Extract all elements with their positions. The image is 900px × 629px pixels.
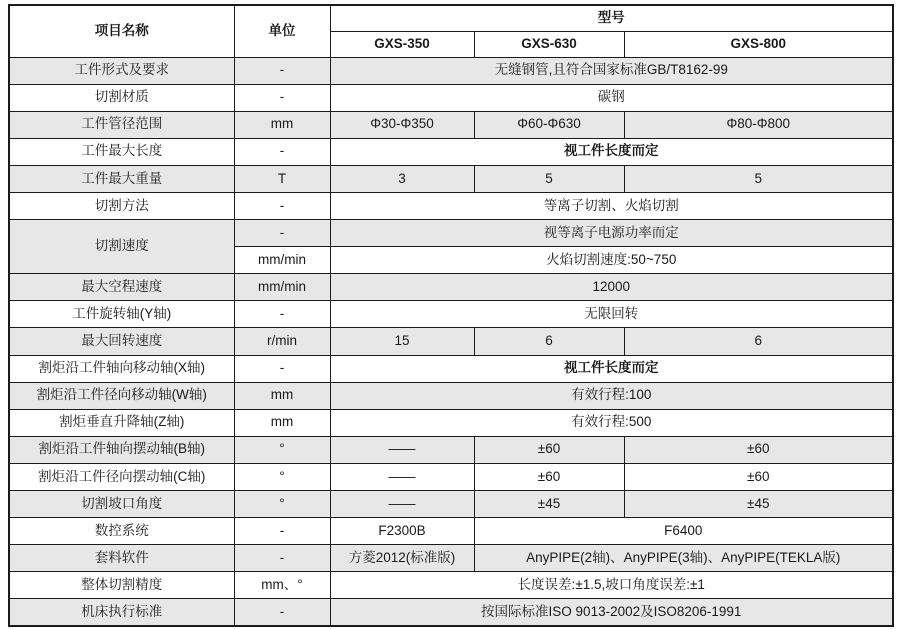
table-row bbox=[9, 220, 893, 247]
unit-cell: mm、° bbox=[234, 572, 330, 599]
table-row bbox=[9, 545, 893, 572]
value-cell: 火焰切割速度:50~750 bbox=[330, 247, 893, 274]
row-label: 套料软件 bbox=[9, 545, 234, 572]
table-row bbox=[9, 518, 893, 545]
unit-cell: mm bbox=[234, 409, 330, 436]
value-cell-merged: F6400 bbox=[474, 518, 893, 545]
value-cell-gxs-350: 15 bbox=[330, 328, 474, 355]
header-row-model bbox=[9, 5, 893, 31]
row-label: 割炬沿工件轴向移动轴(X轴) bbox=[9, 355, 234, 382]
header-model-gxs-800: GXS-800 bbox=[624, 31, 893, 57]
value-cell: 有效行程:100 bbox=[330, 382, 893, 409]
unit-cell: - bbox=[234, 301, 330, 328]
value-cell: 碳钢 bbox=[330, 84, 893, 111]
table-row bbox=[9, 165, 893, 192]
row-label: 整体切割精度 bbox=[9, 572, 234, 599]
value-cell: 视工件长度而定 bbox=[330, 355, 893, 382]
value-cell: 12000 bbox=[330, 274, 893, 301]
unit-cell: - bbox=[234, 138, 330, 165]
unit-cell: r/min bbox=[234, 328, 330, 355]
table-row bbox=[9, 328, 893, 355]
value-cell-gxs-350: 方菱2012(标准版) bbox=[330, 545, 474, 572]
row-label: 最大回转速度 bbox=[9, 328, 234, 355]
unit-cell: - bbox=[234, 355, 330, 382]
row-label: 切割速度 bbox=[9, 220, 234, 274]
value-cell-gxs-630: ±60 bbox=[474, 463, 624, 490]
value-cell-merged: AnyPIPE(2轴)、AnyPIPE(3轴)、AnyPIPE(TEKLA版) bbox=[474, 545, 893, 572]
value-cell: 长度误差:±1.5,坡口角度误差:±1 bbox=[330, 572, 893, 599]
unit-cell: ° bbox=[234, 436, 330, 463]
value-cell-gxs-350: —— bbox=[330, 436, 474, 463]
table-row bbox=[9, 409, 893, 436]
value-cell: 视等离子电源功率而定 bbox=[330, 220, 893, 247]
table-row bbox=[9, 192, 893, 219]
table-row bbox=[9, 111, 893, 138]
value-cell-gxs-350: F2300B bbox=[330, 518, 474, 545]
value-cell-gxs-630: 5 bbox=[474, 165, 624, 192]
value-cell: 等离子切割、火焰切割 bbox=[330, 192, 893, 219]
value-cell-gxs-630: 6 bbox=[474, 328, 624, 355]
row-label: 切割材质 bbox=[9, 84, 234, 111]
header-model: 型号 bbox=[330, 5, 893, 31]
table-row bbox=[9, 382, 893, 409]
table-row bbox=[9, 355, 893, 382]
value-cell-gxs-800: 5 bbox=[624, 165, 893, 192]
unit-cell: - bbox=[234, 545, 330, 572]
table-row bbox=[9, 301, 893, 328]
table-row bbox=[9, 491, 893, 518]
unit-cell: mm/min bbox=[234, 247, 330, 274]
value-cell: 视工件长度而定 bbox=[330, 138, 893, 165]
value-cell-gxs-350: Φ30-Φ350 bbox=[330, 111, 474, 138]
table-row bbox=[9, 57, 893, 84]
unit-cell: ° bbox=[234, 491, 330, 518]
spec-table bbox=[8, 4, 894, 627]
header-model-gxs-350: GXS-350 bbox=[330, 31, 474, 57]
row-label: 割炬垂直升降轴(Z轴) bbox=[9, 409, 234, 436]
unit-cell: mm/min bbox=[234, 274, 330, 301]
value-cell-gxs-630: ±45 bbox=[474, 491, 624, 518]
row-label: 工件最大重量 bbox=[9, 165, 234, 192]
value-cell-gxs-350: 3 bbox=[330, 165, 474, 192]
unit-cell: mm bbox=[234, 111, 330, 138]
value-cell: 无缝钢管,且符合国家标准GB/T8162-99 bbox=[330, 57, 893, 84]
row-label: 数控系统 bbox=[9, 518, 234, 545]
value-cell-gxs-800: Φ80-Φ800 bbox=[624, 111, 893, 138]
row-label: 工件形式及要求 bbox=[9, 57, 234, 84]
unit-cell: - bbox=[234, 220, 330, 247]
row-label: 机床执行标准 bbox=[9, 599, 234, 626]
header-item-name: 项目名称 bbox=[9, 5, 234, 57]
table-header bbox=[9, 5, 893, 57]
value-cell-gxs-350: —— bbox=[330, 491, 474, 518]
header-model-gxs-630: GXS-630 bbox=[474, 31, 624, 57]
value-cell: 无限回转 bbox=[330, 301, 893, 328]
unit-cell: mm bbox=[234, 382, 330, 409]
row-label: 切割坡口角度 bbox=[9, 491, 234, 518]
unit-cell: ° bbox=[234, 463, 330, 490]
table-row bbox=[9, 138, 893, 165]
table-row bbox=[9, 274, 893, 301]
row-label: 割炬沿工件轴向摆动轴(B轴) bbox=[9, 436, 234, 463]
row-label: 工件最大长度 bbox=[9, 138, 234, 165]
row-label: 切割方法 bbox=[9, 192, 234, 219]
row-label: 割炬沿工件径向摆动轴(C轴) bbox=[9, 463, 234, 490]
unit-cell: - bbox=[234, 518, 330, 545]
value-cell-gxs-630: Φ60-Φ630 bbox=[474, 111, 624, 138]
table-row bbox=[9, 436, 893, 463]
row-label: 割炬沿工件径向移动轴(W轴) bbox=[9, 382, 234, 409]
table-row bbox=[9, 84, 893, 111]
value-cell-gxs-630: ±60 bbox=[474, 436, 624, 463]
value-cell-gxs-350: —— bbox=[330, 463, 474, 490]
row-label: 最大空程速度 bbox=[9, 274, 234, 301]
unit-cell: - bbox=[234, 57, 330, 84]
row-label: 工件管径范围 bbox=[9, 111, 234, 138]
row-label: 工件旋转轴(Y轴) bbox=[9, 301, 234, 328]
unit-cell: - bbox=[234, 84, 330, 111]
value-cell: 按国际标准ISO 9013-2002及ISO8206-1991 bbox=[330, 599, 893, 626]
unit-cell: - bbox=[234, 599, 330, 626]
table-row bbox=[9, 463, 893, 490]
unit-cell: T bbox=[234, 165, 330, 192]
value-cell: 有效行程:500 bbox=[330, 409, 893, 436]
value-cell-gxs-800: ±60 bbox=[624, 436, 893, 463]
table-row bbox=[9, 599, 893, 626]
value-cell-gxs-800: ±60 bbox=[624, 463, 893, 490]
value-cell-gxs-800: ±45 bbox=[624, 491, 893, 518]
value-cell-gxs-800: 6 bbox=[624, 328, 893, 355]
header-unit: 单位 bbox=[234, 5, 330, 57]
table-row bbox=[9, 572, 893, 599]
unit-cell: - bbox=[234, 192, 330, 219]
